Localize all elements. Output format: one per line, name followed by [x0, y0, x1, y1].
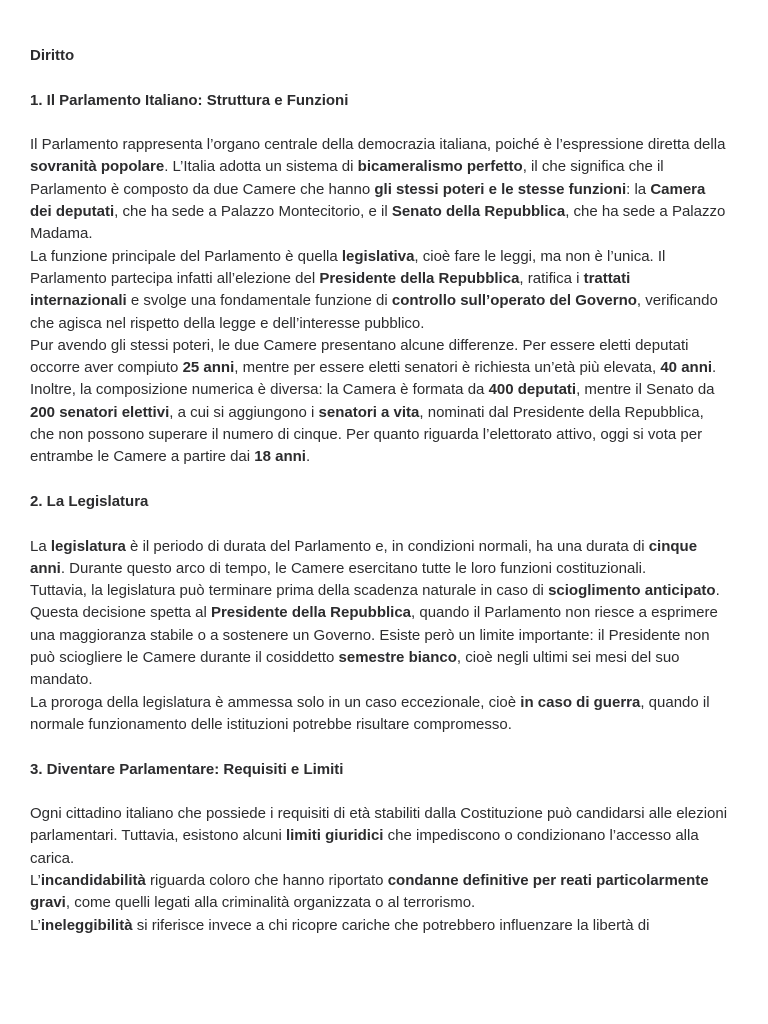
text-run: , che ha sede a Palazzo Montecitorio, e il	[114, 203, 392, 221]
text-run: : la	[626, 180, 651, 198]
text-run: , quando il Parlamento non riesce a esprimere una maggioranza stabile o a sostenere un Governo. Esiste però un limite importante: il Presidente non può sciogliere le Camere durante il cosiddetto	[30, 604, 718, 667]
text-run: , quando il normale funzionamento delle istituzioni potrebbe risultare compromesso.	[30, 693, 710, 733]
text-run: , il che significa che il Parlamento è composto da due Camere che hanno	[30, 158, 664, 198]
text-run: , come quelli legati alla criminalità organizzata o al terrorismo.	[65, 894, 476, 912]
text-run: Pur avendo gli stessi poteri, le due Camere presentano alcune differenze. Per essere eletti deputati occorre aver compiuto	[30, 336, 689, 377]
text-run: Ogni cittadino italiano che possiede i requisiti di età stabiliti dalla Costituzione può candidarsi alle elezioni parlamentari. Tuttavia, esistono alcuni	[30, 805, 728, 845]
text-run: La proroga della legislatura è ammessa solo in un caso eccezionale, cioè	[30, 693, 521, 711]
text-run: , mentre il Senato da	[576, 381, 715, 399]
section-heading: 1. Il Parlamento Italiano: Struttura e Funzioni	[30, 91, 349, 109]
bold-text: Camera dei deputati	[30, 180, 706, 221]
bold-text: controllo sull’operato del Governo	[391, 292, 637, 310]
text-run: .	[305, 448, 311, 466]
text-run: Il Parlamento rappresenta l’organo centrale della democrazia italiana, poiché è l’espressione diretta della	[30, 136, 726, 154]
bold-text: legislativa	[341, 247, 415, 265]
text-run: . L’Italia adotta un sistema di	[164, 158, 358, 176]
paragraph	[30, 335, 728, 469]
paragraph	[30, 134, 728, 245]
bold-text: scioglimento anticipato	[548, 582, 716, 600]
section-heading: 2. La Legislatura	[30, 492, 149, 510]
text-run: , verificando che agisca nel rispetto della legge e dell’interesse pubblico.	[30, 292, 718, 332]
document-title: Diritto	[30, 47, 75, 64]
paragraph	[30, 803, 728, 870]
bold-text: 18 anni	[254, 448, 306, 466]
text-run: , ratifica i	[519, 269, 584, 287]
text-run: La funzione principale del Parlamento è quella	[30, 247, 342, 265]
paragraph	[30, 580, 728, 691]
text-run: , cioè fare le leggi, ma non è l’unica. Il Parlamento partecipa infatti all’elezione del	[30, 247, 666, 287]
text-run: Tuttavia, la legislatura può terminare prima della scadenza naturale in caso di	[30, 582, 549, 600]
bold-text: Presidente della Repubblica	[210, 604, 412, 622]
bold-text: 400 deputati	[488, 381, 577, 399]
text-run: L’	[30, 916, 41, 934]
bold-text: limiti giuridici	[285, 827, 384, 845]
text-run: , cioè negli ultimi sei mesi del suo mandato.	[30, 649, 680, 689]
text-run: , mentre per essere eletti senatori è richiesta un’età più elevata,	[234, 359, 661, 377]
bold-text: bicameralismo perfetto	[357, 158, 523, 176]
paragraph	[30, 246, 728, 335]
bold-text: 40 anni	[660, 359, 713, 377]
bold-text: semestre bianco	[338, 649, 457, 667]
bold-text: ineleggibilità	[40, 916, 133, 934]
bold-text: incandidabilità	[40, 871, 146, 889]
text-run: è il periodo di durata del Parlamento e, in condizioni normali, ha una durata di	[125, 537, 649, 555]
bold-text: gli stessi poteri e le stesse funzioni	[374, 180, 627, 198]
bold-text: 25 anni	[182, 359, 235, 377]
bold-text: 200 senatori elettivi	[30, 403, 170, 421]
section-body	[30, 803, 728, 937]
text-run: La	[30, 537, 51, 555]
text-run: , che ha sede a Palazzo Madama.	[30, 203, 726, 243]
bold-text: Presidente della Repubblica	[319, 269, 520, 287]
text-run: che impediscono o condizionano l’accesso alla carica.	[30, 827, 699, 867]
section-heading: 3. Diventare Parlamentare: Requisiti e Limiti	[30, 760, 344, 778]
bold-text: Senato della Repubblica	[391, 203, 566, 221]
bold-text: sovranità popolare	[30, 158, 165, 176]
bold-text: in caso di guerra	[520, 693, 641, 711]
text-run: , a cui si aggiungono i	[169, 403, 319, 421]
paragraph	[30, 536, 728, 581]
text-run: riguarda coloro che hanno riportato	[145, 871, 388, 889]
bold-text: condanne definitive per reati particolarmente gravi	[30, 871, 709, 912]
bold-text: legislatura	[50, 537, 126, 555]
text-run: , nominati dal Presidente della Repubblica, che non possono superare il numero di cinque. Per quanto riguarda l’elettorato attivo, oggi si vota per entrambe le Camere a partire dai	[30, 403, 704, 466]
text-run: . Inoltre, la composizione numerica è diversa: la Camera è formata da	[30, 359, 717, 399]
bold-text: trattati internazionali	[30, 269, 631, 310]
section-body	[30, 536, 728, 737]
text-run: L’	[30, 871, 41, 889]
text-run: . Durante questo arco di tempo, le Camere esercitano tutte le loro funzioni costituzionali.	[60, 559, 647, 577]
paragraph	[30, 692, 728, 737]
bold-text: cinque anni	[30, 537, 698, 577]
document-body	[30, 90, 728, 937]
paragraph	[30, 870, 728, 915]
text-run: si riferisce invece a chi ricopre cariche che potrebbero influenzare la libertà di	[132, 916, 650, 934]
paragraph	[30, 915, 728, 937]
section-body	[30, 134, 728, 468]
text-run: . Questa decisione spetta al	[30, 582, 720, 622]
bold-text: senatori a vita	[318, 403, 420, 421]
text-run: e svolge una fondamentale funzione di	[126, 292, 392, 310]
